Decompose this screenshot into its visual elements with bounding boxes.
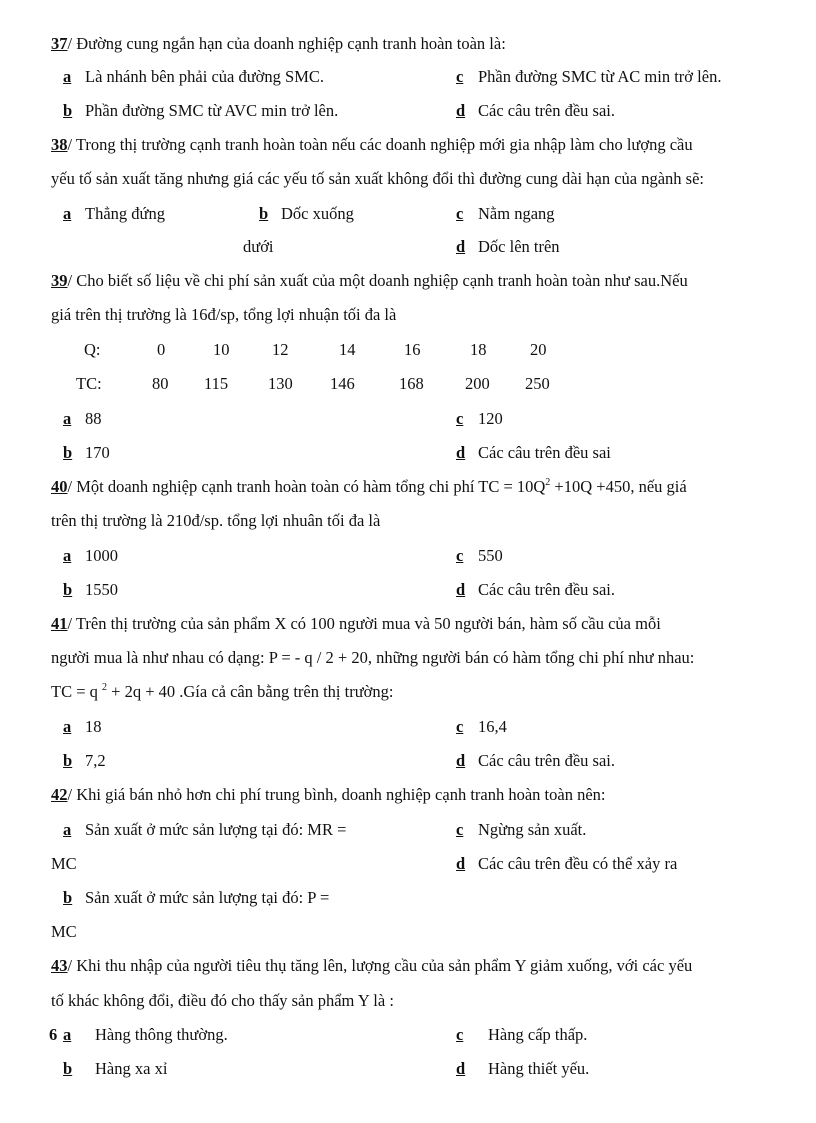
question-42-stem: 42/ Khi giá bán nhỏ hơn chi phí trung bình, doanh nghiệp cạnh tranh hoàn toàn nên: [51, 785, 606, 804]
question-39-stem: 39/ Cho biết số liệu về chi phí sản xuất của một doanh nghiệp cạnh tranh hoàn toàn như sau.Nếu [51, 271, 688, 290]
table-cell: 200 [465, 374, 490, 393]
option-b: b Sản xuất ở mức sản lượng tại đó: P = [63, 888, 330, 907]
option-a: a Là nhánh bên phải của đường SMC. [63, 67, 325, 86]
question-41-stem: 41/ Trên thị trường của sản phẩm X có 100 người mua và 50 người bán, hàm số cầu của mỗi [51, 614, 661, 633]
question-41-stem-cont-2: TC = q $^2$ + 2q + 40 .Gía cả cân bằng trên thị trường: [51, 681, 394, 701]
option-b: b 7,2 [63, 751, 106, 770]
table-cell: 10 [213, 340, 230, 359]
option-c: c Nằm ngang [456, 204, 555, 223]
table-label-q: Q: [84, 340, 101, 359]
question-38-stem-cont: yếu tố sản xuất tăng nhưng giá các yếu tố sản xuất không đổi thì đường cung dài hạn của ngành sẽ: [51, 169, 704, 188]
question-38-stem: 38/ Trong thị trường cạnh tranh hoàn toàn nếu các doanh nghiệp mới gia nhập làm cho lượng cầu [51, 135, 693, 154]
option-a: 6 a Hàng thông thường. [49, 1025, 228, 1044]
table-cell: 168 [399, 374, 424, 393]
page-number: 6 [49, 1025, 58, 1044]
table-cell: 250 [525, 374, 550, 393]
option-a: a 1000 [63, 546, 118, 565]
question-40-stem-cont: trên thị trường là 210đ/sp. tổng lợi nhuân tối đa là [51, 511, 381, 530]
table-cell: 115 [204, 374, 229, 393]
option-c: c Ngừng sản xuất. [456, 820, 587, 839]
question-number: 43 [51, 956, 68, 975]
option-d: d Các câu trên đều có thể xảy ra [456, 854, 678, 873]
option-b: b 170 [63, 443, 110, 462]
table-cell: 16 [404, 340, 421, 359]
table-cell: 12 [272, 340, 289, 359]
question-43-stem-cont: tố khác không đổi, điều đó cho thấy sản phẩm Y là : [51, 991, 394, 1010]
option-d: d Dốc lên trên [456, 237, 560, 256]
question-40-stem: 40/ Một doanh nghiệp cạnh tranh hoàn toàn có hàm tổng chi phí TC = $10Q^2 +10Q +450$, nếu giá [51, 476, 687, 496]
question-number: 42 [51, 785, 68, 804]
question-number: 39 [51, 271, 68, 290]
table-cell: 130 [268, 374, 293, 393]
option-d: d Các câu trên đều sai [456, 443, 611, 462]
question-number: 37 [51, 34, 68, 53]
option-b-continuation: dưới [243, 237, 274, 256]
table-label-tc: TC: [76, 374, 102, 393]
table-cell: 146 [330, 374, 355, 393]
option-a: a Thẳng đứng [63, 204, 165, 223]
option-c: c 550 [456, 546, 503, 565]
option-d: d Các câu trên đều sai. [456, 101, 615, 120]
option-b: b Hàng xa xỉ [63, 1059, 168, 1078]
table-cell: 80 [152, 374, 169, 393]
option-d: d Các câu trên đều sai. [456, 580, 615, 599]
question-41-stem-cont: người mua là như nhau có dạng: P = - q / 2 + 20, những người bán có hàm tổng chi phí như nhau: [51, 648, 695, 667]
option-a: a 88 [63, 409, 102, 428]
option-b-continuation: MC [51, 922, 77, 941]
option-d: d Hàng thiết yếu. [456, 1059, 590, 1078]
option-a-continuation: MC [51, 854, 77, 873]
option-b: b Dốc xuống [259, 204, 354, 223]
option-d: d Các câu trên đều sai. [456, 751, 615, 770]
option-a: a Sản xuất ở mức sản lượng tại đó: MR = [63, 820, 347, 839]
question-39-stem-cont: giá trên thị trường là 16đ/sp, tổng lợi nhuận tối đa là [51, 305, 397, 324]
table-cell: 20 [530, 340, 547, 359]
option-b: b Phần đường SMC từ AVC min trở lên. [63, 101, 339, 120]
question-43-stem: 43/ Khi thu nhập của người tiêu thụ tăng lên, lượng cầu của sản phẩm Y giảm xuống, với các yếu [51, 956, 693, 975]
table-cell: 14 [339, 340, 356, 359]
table-cell: 18 [470, 340, 487, 359]
question-number: 38 [51, 135, 68, 154]
option-c: c 120 [456, 409, 503, 428]
option-b: b 1550 [63, 580, 118, 599]
question-number: 40 [51, 477, 68, 496]
option-c: c Phần đường SMC từ AC min trở lên. [456, 67, 722, 86]
option-a: a 18 [63, 717, 102, 736]
question-37-stem: 37/ Đường cung ngắn hạn của doanh nghiệp cạnh tranh hoàn toàn là: [51, 34, 506, 53]
option-c: c Hàng cấp thấp. [456, 1025, 588, 1044]
table-cell: 0 [157, 340, 166, 359]
question-number: 41 [51, 614, 68, 633]
option-c: c 16,4 [456, 717, 507, 736]
